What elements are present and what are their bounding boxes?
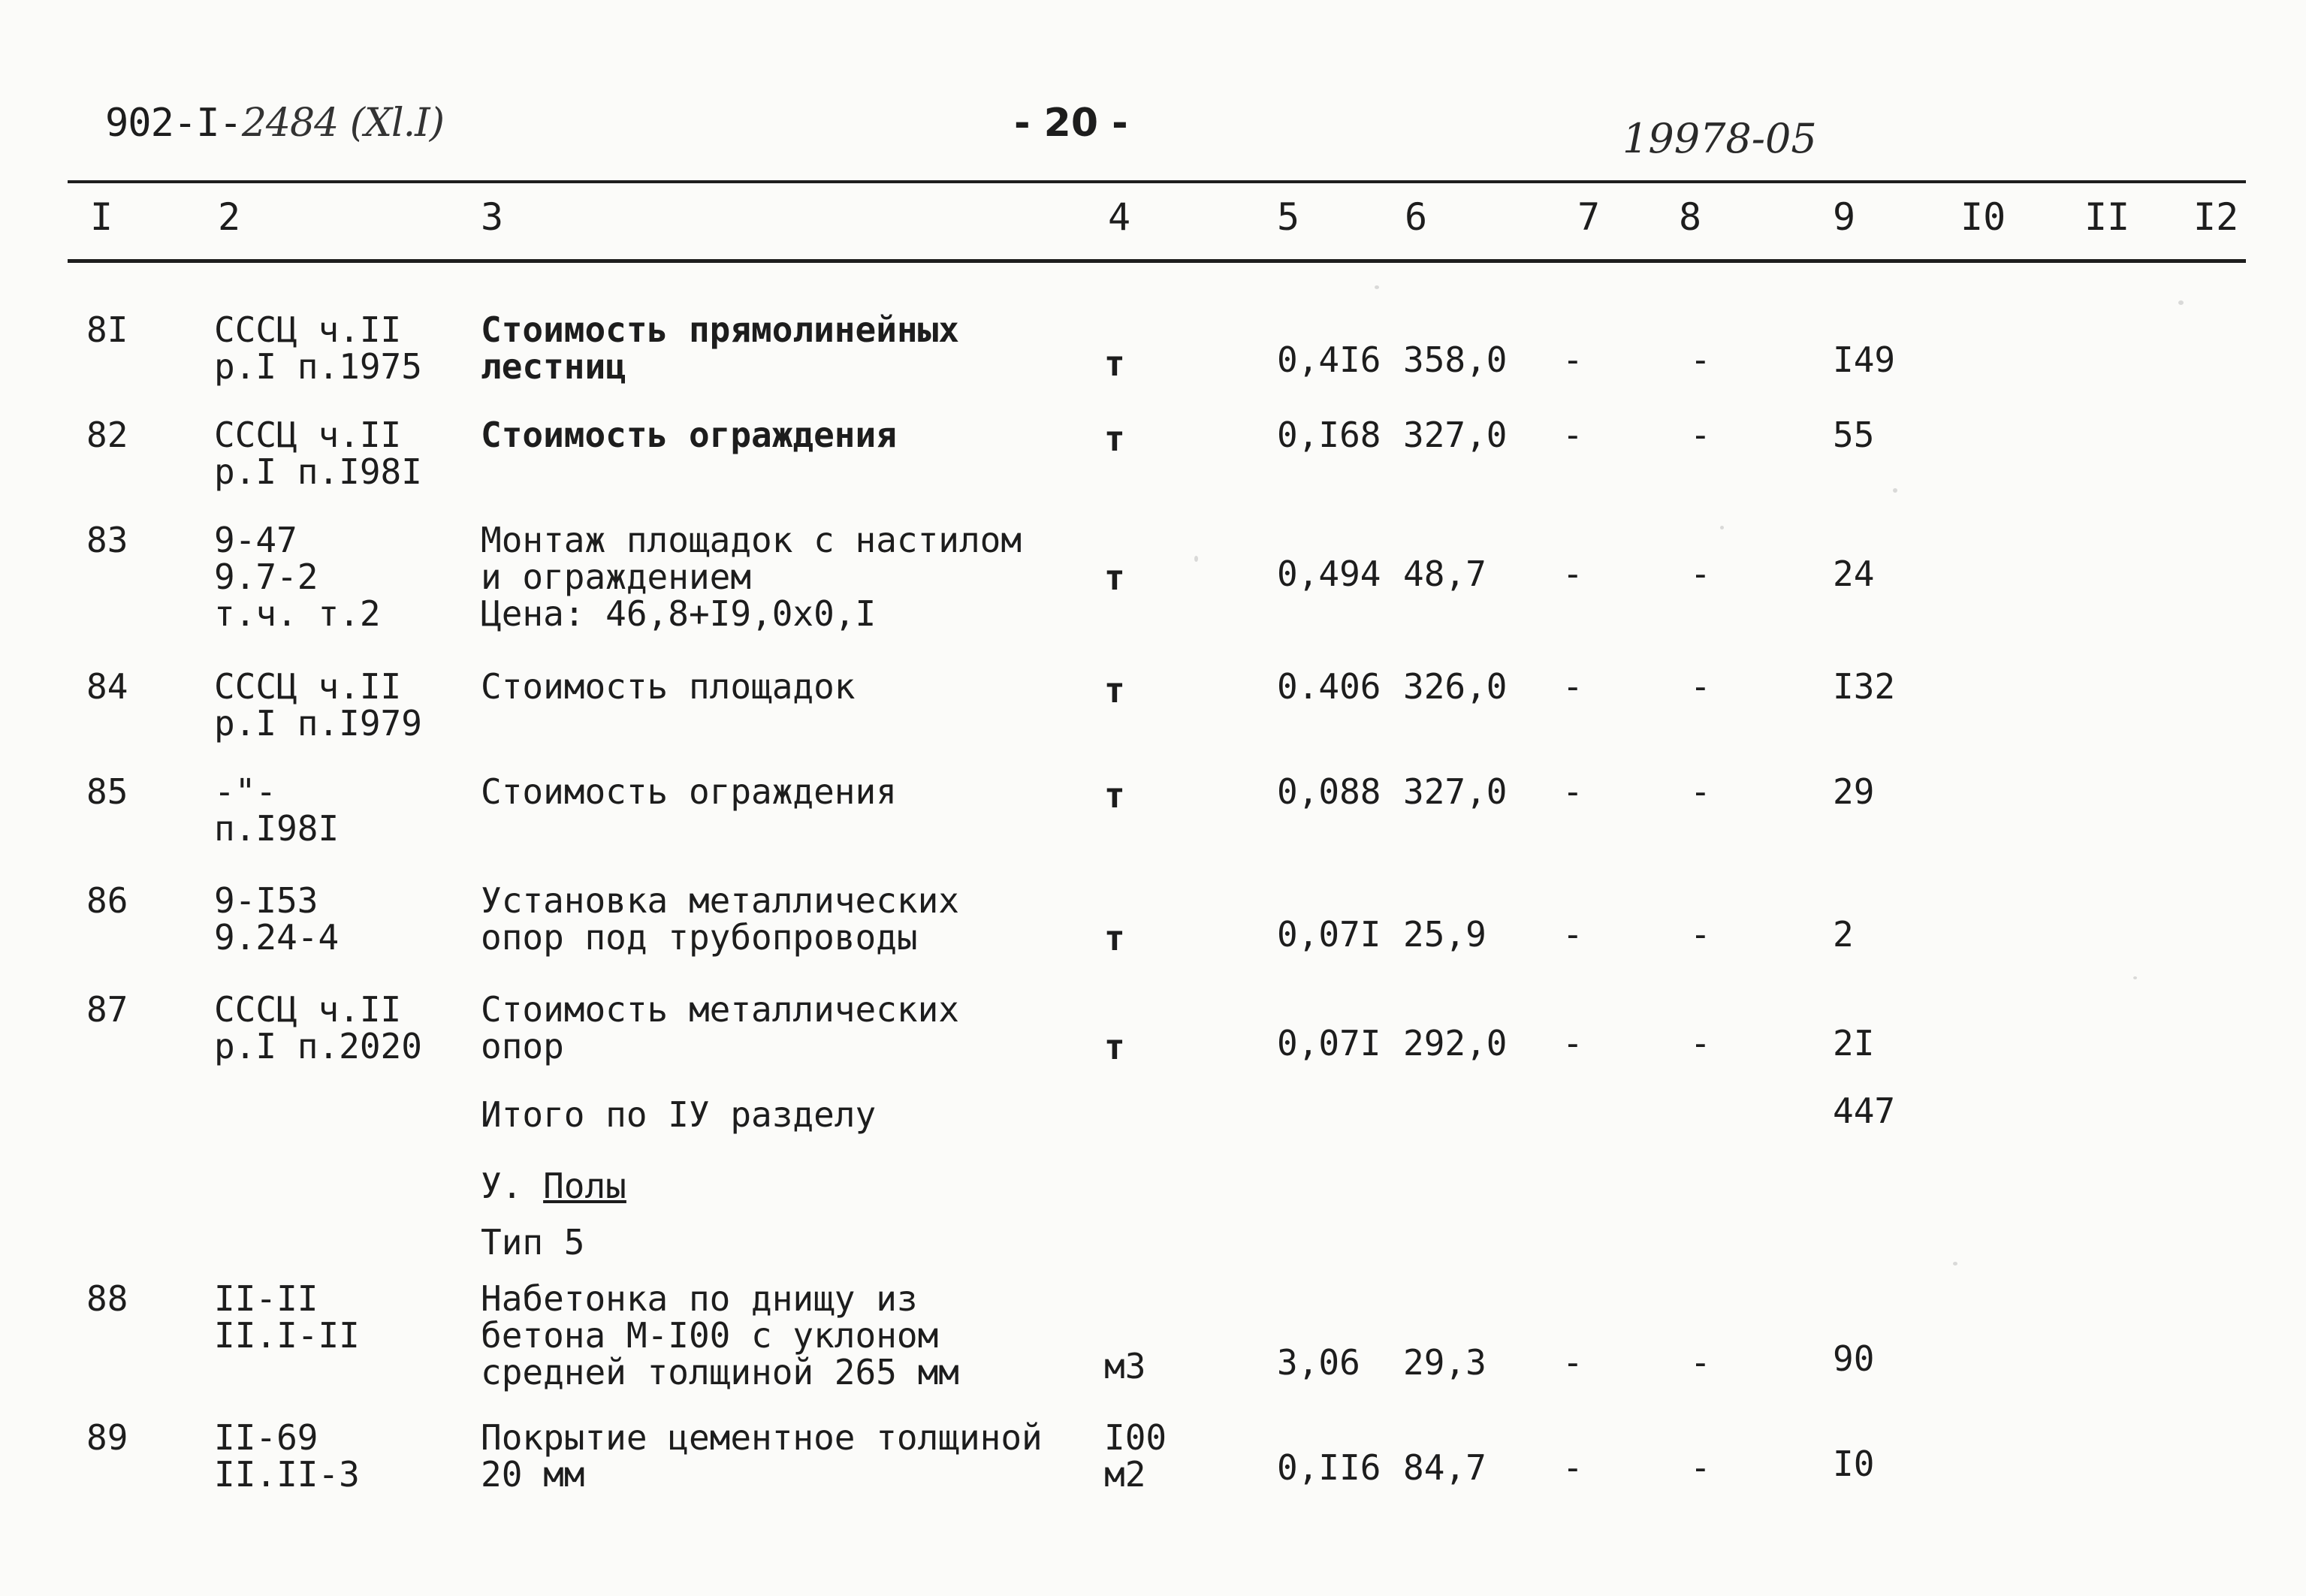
row-total: I32	[1833, 666, 1896, 707]
row-col7: -	[1562, 1023, 1583, 1063]
row-quantity: 0.406	[1277, 666, 1381, 707]
row-code: СССЦ ч.II р.I п.I979	[214, 666, 422, 744]
row-quantity: 0,I68	[1277, 415, 1381, 455]
row-quantity: 0,4I6	[1277, 339, 1381, 380]
row-code: -"- п.I98I	[214, 771, 340, 849]
archive-number: 19978-05	[1622, 115, 1817, 162]
row-unit: т	[1104, 918, 1125, 958]
scan-speck	[2133, 976, 2137, 979]
row-price: 327,0	[1403, 415, 1508, 455]
column-header-4: 4	[1108, 195, 1131, 239]
row-name: Стоимость площадок	[481, 666, 856, 707]
row-name: Стоимость ограждения	[481, 415, 897, 455]
row-name: Набетонка по днищу из бетона М-I00 с уклоном средней толщиной 265 мм	[481, 1278, 959, 1392]
row-code: СССЦ ч.II р.I п.1975	[214, 309, 422, 387]
section-type-label: Тип 5	[481, 1222, 585, 1263]
row-col8: -	[1690, 914, 1711, 955]
row-unit: т	[1104, 557, 1125, 598]
row-name: Монтаж площадок с настилом и ограждением Цена: 46,8+I9,0х0,I	[481, 520, 1022, 634]
row-code: СССЦ ч.II р.I п.I98I	[214, 415, 422, 492]
document-code	[105, 101, 445, 146]
scan-speck	[1953, 1262, 1957, 1266]
row-col7: -	[1562, 1342, 1583, 1383]
scan-speck	[1720, 526, 1724, 529]
row-total: 29	[1833, 771, 1875, 812]
row-price: 48,7	[1403, 554, 1487, 594]
table-header-rule	[68, 259, 2246, 263]
row-number: 83	[86, 520, 128, 560]
document-code-printed: 902-I-	[105, 101, 242, 146]
column-header-12: I2	[2193, 195, 2239, 239]
scan-speck	[1893, 488, 1897, 493]
row-number: 87	[86, 989, 128, 1030]
row-total: 2I	[1833, 1023, 1875, 1063]
row-unit: м3	[1104, 1346, 1146, 1386]
row-total: 2	[1833, 914, 1854, 955]
column-header-8: 8	[1679, 195, 1702, 239]
row-name: Стоимость ограждения	[481, 771, 897, 812]
column-header-5: 5	[1277, 195, 1300, 239]
row-unit: т	[1104, 775, 1125, 816]
column-header-3: 3	[481, 195, 504, 239]
row-col7: -	[1562, 771, 1583, 812]
row-col8: -	[1690, 771, 1711, 812]
row-col7: -	[1562, 415, 1583, 455]
row-quantity: 0,07I	[1277, 1023, 1381, 1063]
row-col7: -	[1562, 666, 1583, 707]
row-quantity: 0,088	[1277, 771, 1381, 812]
row-code: II-II II.I-II	[214, 1278, 360, 1356]
row-total: I0	[1833, 1444, 1875, 1484]
column-header-10: I0	[1960, 195, 2006, 239]
row-name: Стоимость прямолинейных лестниц	[481, 309, 959, 387]
subtotal-label: Итого по IУ разделу	[481, 1094, 877, 1135]
row-col8: -	[1690, 554, 1711, 594]
row-total: 55	[1833, 415, 1875, 455]
row-col8: -	[1690, 1342, 1711, 1383]
column-header-7: 7	[1577, 195, 1601, 239]
row-price: 25,9	[1403, 914, 1487, 955]
row-unit: т	[1104, 418, 1125, 459]
row-quantity: 0,494	[1277, 554, 1381, 594]
row-unit: т	[1104, 670, 1125, 711]
column-header-2: 2	[218, 195, 241, 239]
row-number: 8I	[86, 309, 128, 350]
section-name: Полы	[543, 1166, 626, 1206]
section-prefix: У.	[481, 1166, 544, 1206]
row-number: 82	[86, 415, 128, 455]
column-header-9: 9	[1833, 195, 1856, 239]
row-number: 85	[86, 771, 128, 812]
column-header-6: 6	[1405, 195, 1428, 239]
row-code: 9-47 9.7-2 т.ч. т.2	[214, 520, 381, 634]
row-code: II-69 II.II-3	[214, 1417, 360, 1495]
table-top-rule	[68, 180, 2246, 183]
row-price: 84,7	[1403, 1447, 1487, 1488]
row-name: Установка металлических опор под трубопроводы	[481, 880, 959, 958]
scan-speck	[1194, 556, 1198, 562]
row-col8: -	[1690, 415, 1711, 455]
row-name: Стоимость металлических опор	[481, 989, 959, 1067]
scan-speck	[2178, 300, 2184, 305]
page-number: - 20 -	[1014, 101, 1128, 146]
row-price: 327,0	[1403, 771, 1508, 812]
row-price: 29,3	[1403, 1342, 1487, 1383]
row-col7: -	[1562, 1447, 1583, 1488]
row-code: 9-I53 9.24-4	[214, 880, 340, 958]
row-col7: -	[1562, 914, 1583, 955]
row-quantity: 0,II6	[1277, 1447, 1381, 1488]
row-number: 84	[86, 666, 128, 707]
row-unit: т	[1104, 1027, 1125, 1067]
row-price: 358,0	[1403, 339, 1508, 380]
subtotal-value: 447	[1833, 1091, 1896, 1131]
row-number: 89	[86, 1417, 128, 1458]
document-code-handwritten: 2484 (Xl.I)	[241, 101, 445, 146]
row-total: 24	[1833, 554, 1875, 594]
row-col8: -	[1690, 1447, 1711, 1488]
row-quantity: 3,06	[1277, 1342, 1360, 1383]
row-col7: -	[1562, 554, 1583, 594]
row-col7: -	[1562, 339, 1583, 380]
column-header-11: II	[2084, 195, 2130, 239]
scan-speck	[1375, 285, 1379, 289]
row-price: 326,0	[1403, 666, 1508, 707]
row-unit: I00 м2	[1104, 1417, 1167, 1495]
row-number: 86	[86, 880, 128, 921]
section-title	[481, 1168, 626, 1205]
row-col8: -	[1690, 666, 1711, 707]
column-header-1: I	[90, 195, 113, 239]
row-name: Покрытие цементное толщиной 20 мм	[481, 1417, 1043, 1495]
row-col8: -	[1690, 339, 1711, 380]
row-total: I49	[1833, 339, 1896, 380]
row-code: СССЦ ч.II р.I п.2020	[214, 989, 422, 1067]
row-total: 90	[1833, 1338, 1875, 1379]
row-unit: т	[1104, 343, 1125, 384]
row-col8: -	[1690, 1023, 1711, 1063]
row-quantity: 0,07I	[1277, 914, 1381, 955]
row-price: 292,0	[1403, 1023, 1508, 1063]
row-number: 88	[86, 1278, 128, 1319]
